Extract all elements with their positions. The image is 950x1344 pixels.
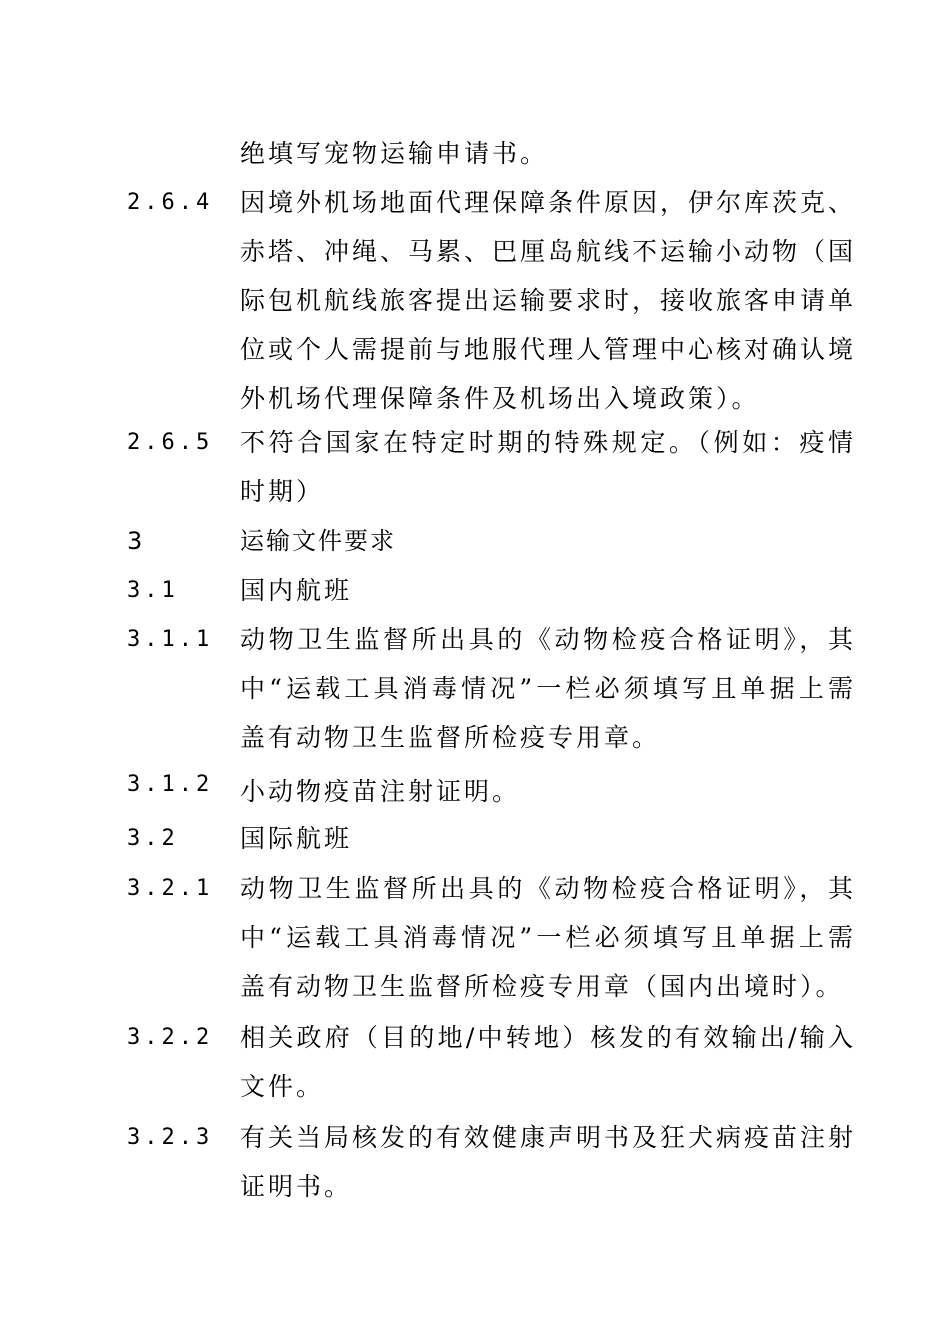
clause-number: 3.2 [127, 826, 179, 851]
clause-number: 3.1.1 [127, 627, 214, 652]
paragraph-text: 绝填写宠物运输申请书。 [240, 139, 549, 168]
clause-number: 3.2.1 [127, 876, 214, 901]
clause-text: 相关政府（目的地/中转地）核发的有效输出/输入文件。 [240, 1023, 856, 1101]
clause-text: 因境外机场地面代理保障条件原因，伊尔库茨克、赤塔、冲绳、马累、巴厘岛航线不运输小动物（国际包机航线旅客提出运输要求时，接收旅客申请单位或个人需提前与地服代理人管理中心核对确认境外机场代理保障条件及机场出入境政策）。 [240, 188, 857, 413]
clause-number: 3.1 [127, 578, 179, 603]
clause-number: 3.2.2 [127, 1025, 214, 1050]
clause-number: 3.1.2 [127, 772, 214, 797]
clause-number: 2.6.4 [127, 190, 214, 215]
clause-text: 动物卫生监督所出具的《动物检疫合格证明》，其中“运载工具消毒情况”一栏必须填写且单据上需盖有动物卫生监督所检疫专用章。 [240, 625, 856, 752]
clause-text: 国际航班 [240, 824, 353, 853]
clause-text: 不符合国家在特定时期的特殊规定。（例如：疫情时期） [240, 428, 856, 506]
clause-text: 有关当局核发的有效健康声明书及狂犬病疫苗注射证明书。 [240, 1123, 857, 1201]
clause-number: 2.6.5 [127, 430, 214, 455]
section-title: 运输文件要求 [240, 527, 396, 555]
clause-text: 小动物疫苗注射证明。 [240, 777, 521, 806]
section-number: 3 [127, 527, 145, 555]
clause-number: 3.2.3 [127, 1125, 214, 1150]
clause-text: 动物卫生监督所出具的《动物检疫合格证明》，其中“运载工具消毒情况”一栏必须填写且单据上需盖有动物卫生监督所检疫专用章（国内出境时）。 [240, 874, 856, 1001]
clause-text: 国内航班 [240, 576, 353, 605]
